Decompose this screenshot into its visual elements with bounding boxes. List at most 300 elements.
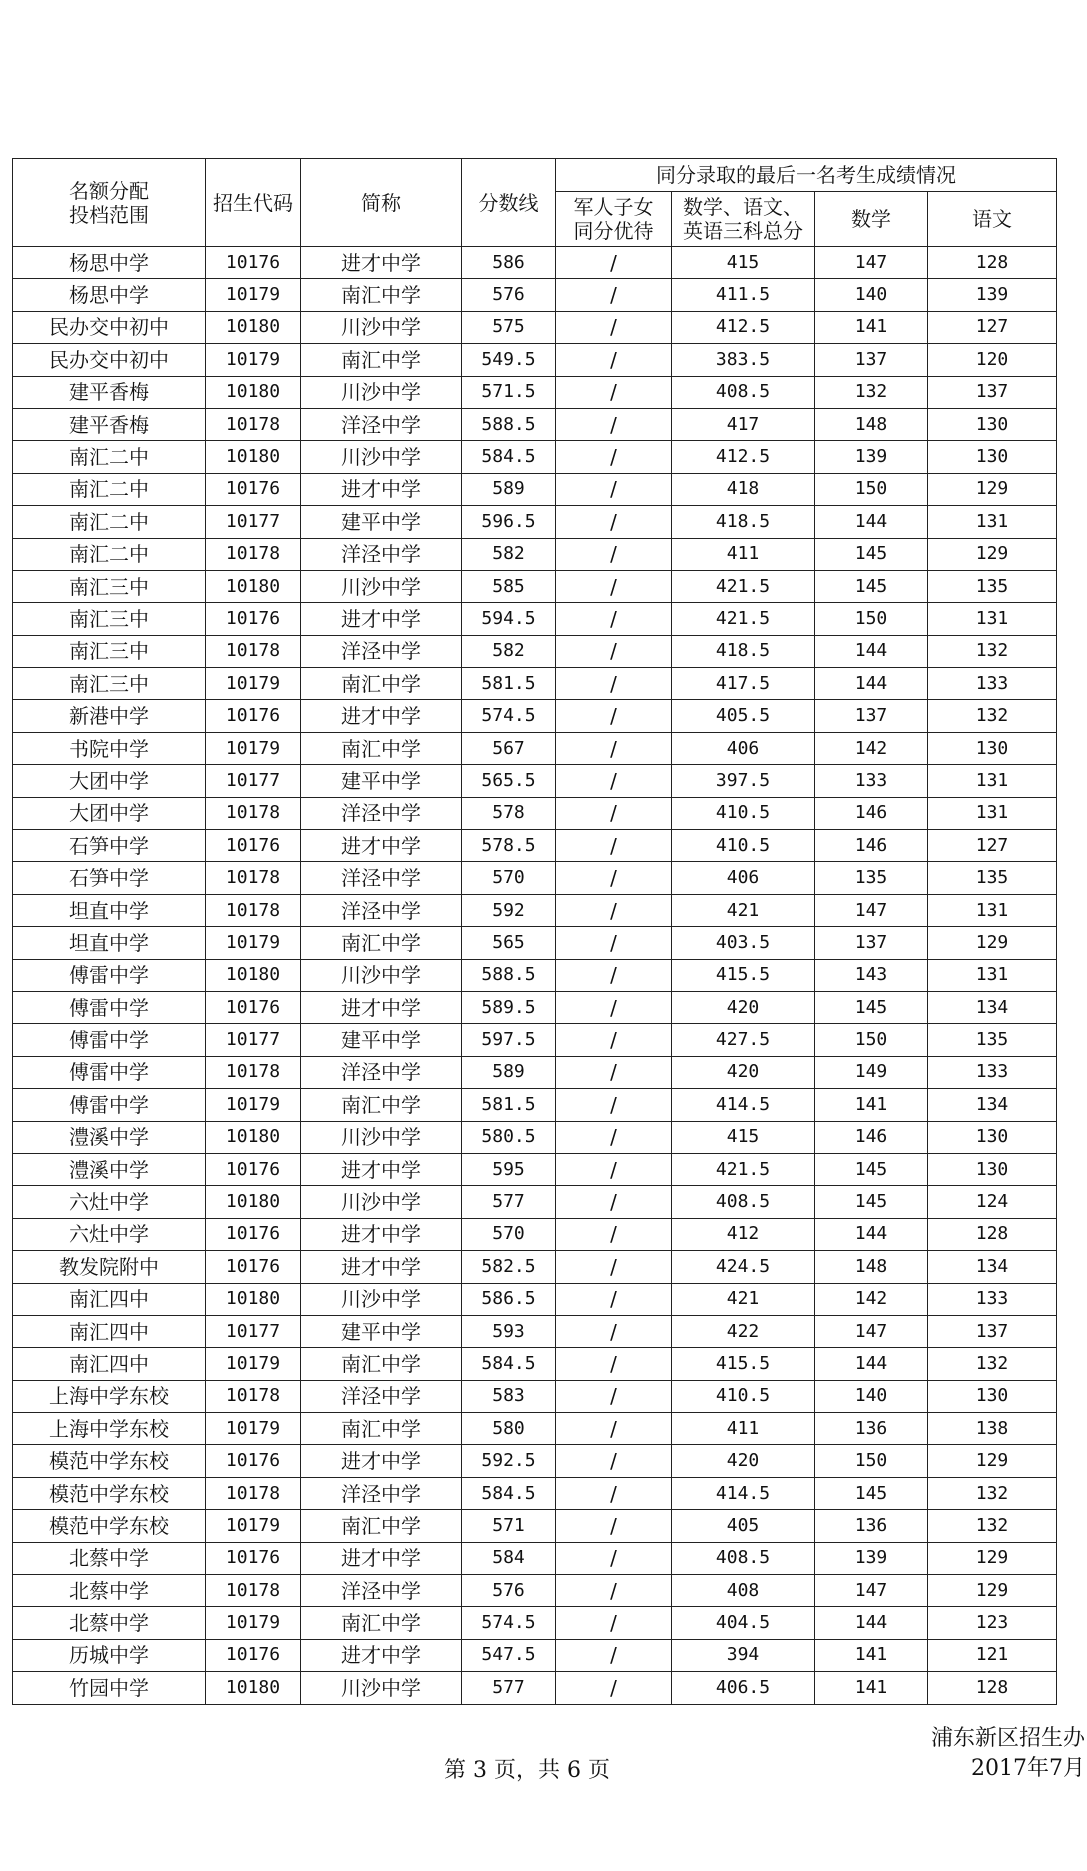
cell-chinese: 128 xyxy=(928,1218,1057,1250)
cell-range: 傅雷中学 xyxy=(13,1056,206,1088)
cell-code: 10180 xyxy=(206,376,301,408)
cell-chinese: 133 xyxy=(928,1056,1057,1088)
cell-math: 136 xyxy=(815,1510,928,1542)
cell-chinese: 129 xyxy=(928,1575,1057,1607)
cell-score-line: 571 xyxy=(462,1510,556,1542)
cell-chinese: 129 xyxy=(928,1445,1057,1477)
cell-short-name: 进才中学 xyxy=(301,1639,462,1671)
cell-military: / xyxy=(556,1639,672,1671)
cell-chinese: 139 xyxy=(928,279,1057,311)
cell-chinese: 129 xyxy=(928,473,1057,505)
cell-total: 418 xyxy=(672,473,815,505)
cell-code: 10179 xyxy=(206,1348,301,1380)
cell-code: 10180 xyxy=(206,1672,301,1704)
cell-range: 石笋中学 xyxy=(13,830,206,862)
cell-math: 135 xyxy=(815,862,928,894)
cell-military: / xyxy=(556,473,672,505)
table-row xyxy=(13,1283,1057,1315)
table-row xyxy=(13,1348,1057,1380)
cell-math: 145 xyxy=(815,570,928,602)
cell-range: 澧溪中学 xyxy=(13,1121,206,1153)
cell-range: 傅雷中学 xyxy=(13,959,206,991)
cell-score-line: 565 xyxy=(462,927,556,959)
cell-military: / xyxy=(556,1542,672,1574)
cell-chinese: 134 xyxy=(928,991,1057,1023)
cell-range: 坦直中学 xyxy=(13,894,206,926)
cell-math: 150 xyxy=(815,1445,928,1477)
cell-short-name: 洋泾中学 xyxy=(301,1477,462,1509)
cell-score-line: 583 xyxy=(462,1380,556,1412)
cell-chinese: 123 xyxy=(928,1607,1057,1639)
header-range xyxy=(13,159,206,247)
cell-total: 410.5 xyxy=(672,1380,815,1412)
cell-range: 六灶中学 xyxy=(13,1218,206,1250)
cell-math: 145 xyxy=(815,991,928,1023)
cell-total: 411 xyxy=(672,538,815,570)
cell-range: 南汇三中 xyxy=(13,570,206,602)
cell-short-name: 南汇中学 xyxy=(301,732,462,764)
cell-total: 408 xyxy=(672,1575,815,1607)
cell-code: 10179 xyxy=(206,1413,301,1445)
cell-math: 147 xyxy=(815,894,928,926)
cell-code: 10176 xyxy=(206,700,301,732)
cell-range: 建平香梅 xyxy=(13,376,206,408)
cell-range: 南汇二中 xyxy=(13,441,206,473)
table-row xyxy=(13,1607,1057,1639)
table-row xyxy=(13,1510,1057,1542)
cell-short-name: 进才中学 xyxy=(301,247,462,279)
cell-military: / xyxy=(556,700,672,732)
cell-range: 南汇三中 xyxy=(13,668,206,700)
cell-math: 148 xyxy=(815,1251,928,1283)
cell-range: 竹园中学 xyxy=(13,1672,206,1704)
cell-chinese: 129 xyxy=(928,1542,1057,1574)
cell-range: 南汇四中 xyxy=(13,1283,206,1315)
cell-range: 教发院附中 xyxy=(13,1251,206,1283)
table-row xyxy=(13,1153,1057,1185)
cell-math: 132 xyxy=(815,376,928,408)
cell-total: 420 xyxy=(672,1056,815,1088)
cell-math: 145 xyxy=(815,538,928,570)
cell-range: 北蔡中学 xyxy=(13,1575,206,1607)
cell-short-name: 洋泾中学 xyxy=(301,1575,462,1607)
cell-score-line: 578 xyxy=(462,797,556,829)
cell-score-line: 584.5 xyxy=(462,1477,556,1509)
cell-short-name: 建平中学 xyxy=(301,1024,462,1056)
cell-code: 10180 xyxy=(206,570,301,602)
cell-military: / xyxy=(556,1121,672,1153)
cell-military: / xyxy=(556,344,672,376)
cell-military: / xyxy=(556,538,672,570)
cell-math: 137 xyxy=(815,700,928,732)
cell-short-name: 进才中学 xyxy=(301,1153,462,1185)
cell-short-name: 进才中学 xyxy=(301,700,462,732)
table-row xyxy=(13,830,1057,862)
cell-code: 10176 xyxy=(206,1251,301,1283)
table-row xyxy=(13,700,1057,732)
cell-score-line: 597.5 xyxy=(462,1024,556,1056)
cell-score-line: 586.5 xyxy=(462,1283,556,1315)
cell-military: / xyxy=(556,1672,672,1704)
cell-total: 411 xyxy=(672,1413,815,1445)
cell-military: / xyxy=(556,1153,672,1185)
cell-total: 411.5 xyxy=(672,279,815,311)
cell-code: 10176 xyxy=(206,473,301,505)
cell-score-line: 589 xyxy=(462,473,556,505)
cell-chinese: 130 xyxy=(928,1153,1057,1185)
cell-score-line: 594.5 xyxy=(462,603,556,635)
cell-total: 406.5 xyxy=(672,1672,815,1704)
table-row xyxy=(13,538,1057,570)
cell-range: 傅雷中学 xyxy=(13,1089,206,1121)
cell-math: 144 xyxy=(815,506,928,538)
header-range-line-1: 名额分配 xyxy=(69,178,149,203)
cell-military: / xyxy=(556,1089,672,1121)
table-row xyxy=(13,344,1057,376)
cell-total: 408.5 xyxy=(672,1186,815,1218)
cell-military: / xyxy=(556,441,672,473)
cell-military: / xyxy=(556,1380,672,1412)
cell-math: 140 xyxy=(815,279,928,311)
cell-military: / xyxy=(556,376,672,408)
cell-code: 10180 xyxy=(206,959,301,991)
cell-short-name: 建平中学 xyxy=(301,1315,462,1347)
table-row xyxy=(13,376,1057,408)
cell-short-name: 川沙中学 xyxy=(301,570,462,602)
table-row xyxy=(13,279,1057,311)
issuing-office: 浦东新区招生办 xyxy=(930,1726,1085,1751)
cell-chinese: 133 xyxy=(928,668,1057,700)
cell-chinese: 129 xyxy=(928,538,1057,570)
header-code: 招生代码 xyxy=(206,159,301,247)
cell-range: 模范中学东校 xyxy=(13,1445,206,1477)
cell-code: 10177 xyxy=(206,1024,301,1056)
cell-score-line: 588.5 xyxy=(462,959,556,991)
cell-total: 417 xyxy=(672,408,815,440)
cell-range: 傅雷中学 xyxy=(13,991,206,1023)
cell-short-name: 南汇中学 xyxy=(301,279,462,311)
cell-military: / xyxy=(556,1445,672,1477)
cell-short-name: 进才中学 xyxy=(301,603,462,635)
table-row xyxy=(13,1218,1057,1250)
cell-score-line: 593 xyxy=(462,1315,556,1347)
cell-range: 建平香梅 xyxy=(13,408,206,440)
cell-total: 418.5 xyxy=(672,635,815,667)
cell-total: 415.5 xyxy=(672,959,815,991)
table-row xyxy=(13,732,1057,764)
cell-military: / xyxy=(556,894,672,926)
cell-math: 150 xyxy=(815,1024,928,1056)
table-row xyxy=(13,1186,1057,1218)
cell-range: 南汇三中 xyxy=(13,603,206,635)
cell-short-name: 进才中学 xyxy=(301,1445,462,1477)
cell-code: 10176 xyxy=(206,830,301,862)
cell-code: 10178 xyxy=(206,797,301,829)
cell-short-name: 南汇中学 xyxy=(301,1510,462,1542)
cell-short-name: 南汇中学 xyxy=(301,668,462,700)
cell-range: 杨思中学 xyxy=(13,247,206,279)
table-row xyxy=(13,1024,1057,1056)
cell-military: / xyxy=(556,408,672,440)
cell-short-name: 南汇中学 xyxy=(301,1413,462,1445)
cell-math: 137 xyxy=(815,927,928,959)
cell-short-name: 进才中学 xyxy=(301,473,462,505)
cell-chinese: 131 xyxy=(928,797,1057,829)
cell-code: 10176 xyxy=(206,1639,301,1671)
cell-score-line: 582 xyxy=(462,635,556,667)
cell-code: 10180 xyxy=(206,1186,301,1218)
cell-range: 新港中学 xyxy=(13,700,206,732)
cell-code: 10179 xyxy=(206,1510,301,1542)
cell-short-name: 南汇中学 xyxy=(301,927,462,959)
cell-math: 148 xyxy=(815,408,928,440)
cell-range: 坦直中学 xyxy=(13,927,206,959)
cell-short-name: 洋泾中学 xyxy=(301,862,462,894)
cell-chinese: 130 xyxy=(928,1380,1057,1412)
cell-math: 145 xyxy=(815,1477,928,1509)
table-row xyxy=(13,959,1057,991)
cell-chinese: 121 xyxy=(928,1639,1057,1671)
cell-math: 147 xyxy=(815,1315,928,1347)
cell-total: 408.5 xyxy=(672,376,815,408)
cell-military: / xyxy=(556,1413,672,1445)
cell-range: 澧溪中学 xyxy=(13,1153,206,1185)
cell-short-name: 进才中学 xyxy=(301,991,462,1023)
header-total-line-1: 数学、语文、 xyxy=(683,195,803,219)
cell-military: / xyxy=(556,927,672,959)
cell-short-name: 川沙中学 xyxy=(301,959,462,991)
cell-range: 上海中学东校 xyxy=(13,1413,206,1445)
cell-math: 136 xyxy=(815,1413,928,1445)
cell-code: 10178 xyxy=(206,538,301,570)
cell-military: / xyxy=(556,732,672,764)
header-total xyxy=(672,192,815,247)
cell-code: 10177 xyxy=(206,765,301,797)
cell-score-line: 585 xyxy=(462,570,556,602)
cell-short-name: 川沙中学 xyxy=(301,311,462,343)
cell-chinese: 128 xyxy=(928,247,1057,279)
cell-total: 421 xyxy=(672,894,815,926)
cell-math: 146 xyxy=(815,1121,928,1153)
cell-code: 10177 xyxy=(206,1315,301,1347)
cell-range: 大团中学 xyxy=(13,797,206,829)
cell-range: 书院中学 xyxy=(13,732,206,764)
cell-total: 418.5 xyxy=(672,506,815,538)
cell-total: 421.5 xyxy=(672,1153,815,1185)
table-row xyxy=(13,311,1057,343)
cell-math: 139 xyxy=(815,441,928,473)
cell-math: 147 xyxy=(815,1575,928,1607)
table-row xyxy=(13,1542,1057,1574)
cell-code: 10179 xyxy=(206,279,301,311)
cell-score-line: 576 xyxy=(462,279,556,311)
cell-short-name: 南汇中学 xyxy=(301,1089,462,1121)
cell-score-line: 571.5 xyxy=(462,376,556,408)
table-row xyxy=(13,1089,1057,1121)
cell-code: 10178 xyxy=(206,894,301,926)
cell-score-line: 570 xyxy=(462,862,556,894)
header-range-line-2: 投档范围 xyxy=(69,202,149,227)
cell-code: 10179 xyxy=(206,732,301,764)
cell-military: / xyxy=(556,1186,672,1218)
cell-short-name: 南汇中学 xyxy=(301,1607,462,1639)
cell-range: 南汇二中 xyxy=(13,506,206,538)
cell-code: 10178 xyxy=(206,635,301,667)
cell-short-name: 洋泾中学 xyxy=(301,538,462,570)
cell-math: 144 xyxy=(815,635,928,667)
header-math: 数学 xyxy=(815,192,928,247)
cell-chinese: 127 xyxy=(928,830,1057,862)
cell-code: 10178 xyxy=(206,862,301,894)
cell-chinese: 137 xyxy=(928,376,1057,408)
table-row xyxy=(13,603,1057,635)
cell-math: 150 xyxy=(815,603,928,635)
cell-code: 10179 xyxy=(206,927,301,959)
cell-math: 140 xyxy=(815,1380,928,1412)
cell-military: / xyxy=(556,1477,672,1509)
cell-chinese: 130 xyxy=(928,441,1057,473)
cell-range: 模范中学东校 xyxy=(13,1510,206,1542)
cell-math: 143 xyxy=(815,959,928,991)
cell-short-name: 进才中学 xyxy=(301,830,462,862)
cell-military: / xyxy=(556,1575,672,1607)
table-row xyxy=(13,991,1057,1023)
cell-range: 傅雷中学 xyxy=(13,1024,206,1056)
cell-short-name: 进才中学 xyxy=(301,1251,462,1283)
cell-score-line: 582.5 xyxy=(462,1251,556,1283)
cell-total: 417.5 xyxy=(672,668,815,700)
cell-range: 南汇二中 xyxy=(13,473,206,505)
cell-range: 民办交中初中 xyxy=(13,344,206,376)
table-row xyxy=(13,1575,1057,1607)
table-row xyxy=(13,1672,1057,1704)
cell-range: 大团中学 xyxy=(13,765,206,797)
cell-range: 模范中学东校 xyxy=(13,1477,206,1509)
cell-score-line: 580.5 xyxy=(462,1121,556,1153)
table-row xyxy=(13,1413,1057,1445)
cell-chinese: 132 xyxy=(928,1477,1057,1509)
cell-math: 141 xyxy=(815,1672,928,1704)
cell-math: 149 xyxy=(815,1056,928,1088)
cell-total: 421 xyxy=(672,1283,815,1315)
cell-score-line: 574.5 xyxy=(462,1607,556,1639)
cell-chinese: 131 xyxy=(928,603,1057,635)
cell-score-line: 596.5 xyxy=(462,506,556,538)
cell-chinese: 131 xyxy=(928,506,1057,538)
cell-military: / xyxy=(556,1348,672,1380)
cell-military: / xyxy=(556,247,672,279)
cell-math: 146 xyxy=(815,830,928,862)
table-row xyxy=(13,570,1057,602)
cell-math: 137 xyxy=(815,344,928,376)
cell-chinese: 127 xyxy=(928,311,1057,343)
cell-score-line: 592.5 xyxy=(462,1445,556,1477)
issue-date: 2017年7月 xyxy=(971,1756,1085,1781)
cell-short-name: 进才中学 xyxy=(301,1542,462,1574)
cell-score-line: 575 xyxy=(462,311,556,343)
table-row xyxy=(13,473,1057,505)
cell-score-line: 577 xyxy=(462,1186,556,1218)
cell-score-line: 574.5 xyxy=(462,700,556,732)
cell-math: 133 xyxy=(815,765,928,797)
cell-score-line: 581.5 xyxy=(462,1089,556,1121)
cell-code: 10179 xyxy=(206,668,301,700)
cell-score-line: 582 xyxy=(462,538,556,570)
header-tie-group: 同分录取的最后一名考生成绩情况 xyxy=(556,159,1057,192)
table-row xyxy=(13,862,1057,894)
header-score-line: 分数线 xyxy=(462,159,556,247)
cell-total: 427.5 xyxy=(672,1024,815,1056)
cell-total: 410.5 xyxy=(672,797,815,829)
cell-math: 147 xyxy=(815,247,928,279)
cell-score-line: 580 xyxy=(462,1413,556,1445)
cell-total: 383.5 xyxy=(672,344,815,376)
cell-short-name: 川沙中学 xyxy=(301,1283,462,1315)
table-row xyxy=(13,797,1057,829)
cell-chinese: 124 xyxy=(928,1186,1057,1218)
cell-code: 10178 xyxy=(206,408,301,440)
cell-score-line: 592 xyxy=(462,894,556,926)
cell-math: 141 xyxy=(815,311,928,343)
cell-chinese: 130 xyxy=(928,408,1057,440)
cell-short-name: 进才中学 xyxy=(301,1218,462,1250)
cell-total: 415 xyxy=(672,1121,815,1153)
table-row xyxy=(13,247,1057,279)
cell-code: 10180 xyxy=(206,311,301,343)
cell-short-name: 洋泾中学 xyxy=(301,1380,462,1412)
cell-math: 144 xyxy=(815,1348,928,1380)
cell-range: 南汇三中 xyxy=(13,635,206,667)
cell-score-line: 547.5 xyxy=(462,1639,556,1671)
table-row xyxy=(13,894,1057,926)
cell-chinese: 130 xyxy=(928,732,1057,764)
cell-short-name: 洋泾中学 xyxy=(301,408,462,440)
table-row xyxy=(13,927,1057,959)
cell-short-name: 洋泾中学 xyxy=(301,635,462,667)
cell-range: 石笋中学 xyxy=(13,862,206,894)
table-row xyxy=(13,1445,1057,1477)
cell-total: 405.5 xyxy=(672,700,815,732)
cell-total: 410.5 xyxy=(672,830,815,862)
cell-math: 145 xyxy=(815,1153,928,1185)
cell-military: / xyxy=(556,570,672,602)
cell-range: 南汇二中 xyxy=(13,538,206,570)
table-row xyxy=(13,765,1057,797)
cell-total: 405 xyxy=(672,1510,815,1542)
table-row xyxy=(13,1477,1057,1509)
cell-total: 394 xyxy=(672,1639,815,1671)
cell-chinese: 130 xyxy=(928,1121,1057,1153)
cell-chinese: 131 xyxy=(928,765,1057,797)
cell-range: 北蔡中学 xyxy=(13,1607,206,1639)
cell-score-line: 584.5 xyxy=(462,441,556,473)
cell-code: 10176 xyxy=(206,1218,301,1250)
cell-military: / xyxy=(556,668,672,700)
cell-code: 10179 xyxy=(206,1607,301,1639)
cell-military: / xyxy=(556,279,672,311)
cell-total: 414.5 xyxy=(672,1089,815,1121)
cell-code: 10180 xyxy=(206,1283,301,1315)
table-row xyxy=(13,1251,1057,1283)
cell-code: 10180 xyxy=(206,1121,301,1153)
cell-chinese: 131 xyxy=(928,894,1057,926)
cell-total: 420 xyxy=(672,991,815,1023)
cell-chinese: 131 xyxy=(928,959,1057,991)
cell-chinese: 135 xyxy=(928,862,1057,894)
table-row xyxy=(13,1380,1057,1412)
cell-short-name: 建平中学 xyxy=(301,506,462,538)
cell-short-name: 建平中学 xyxy=(301,765,462,797)
